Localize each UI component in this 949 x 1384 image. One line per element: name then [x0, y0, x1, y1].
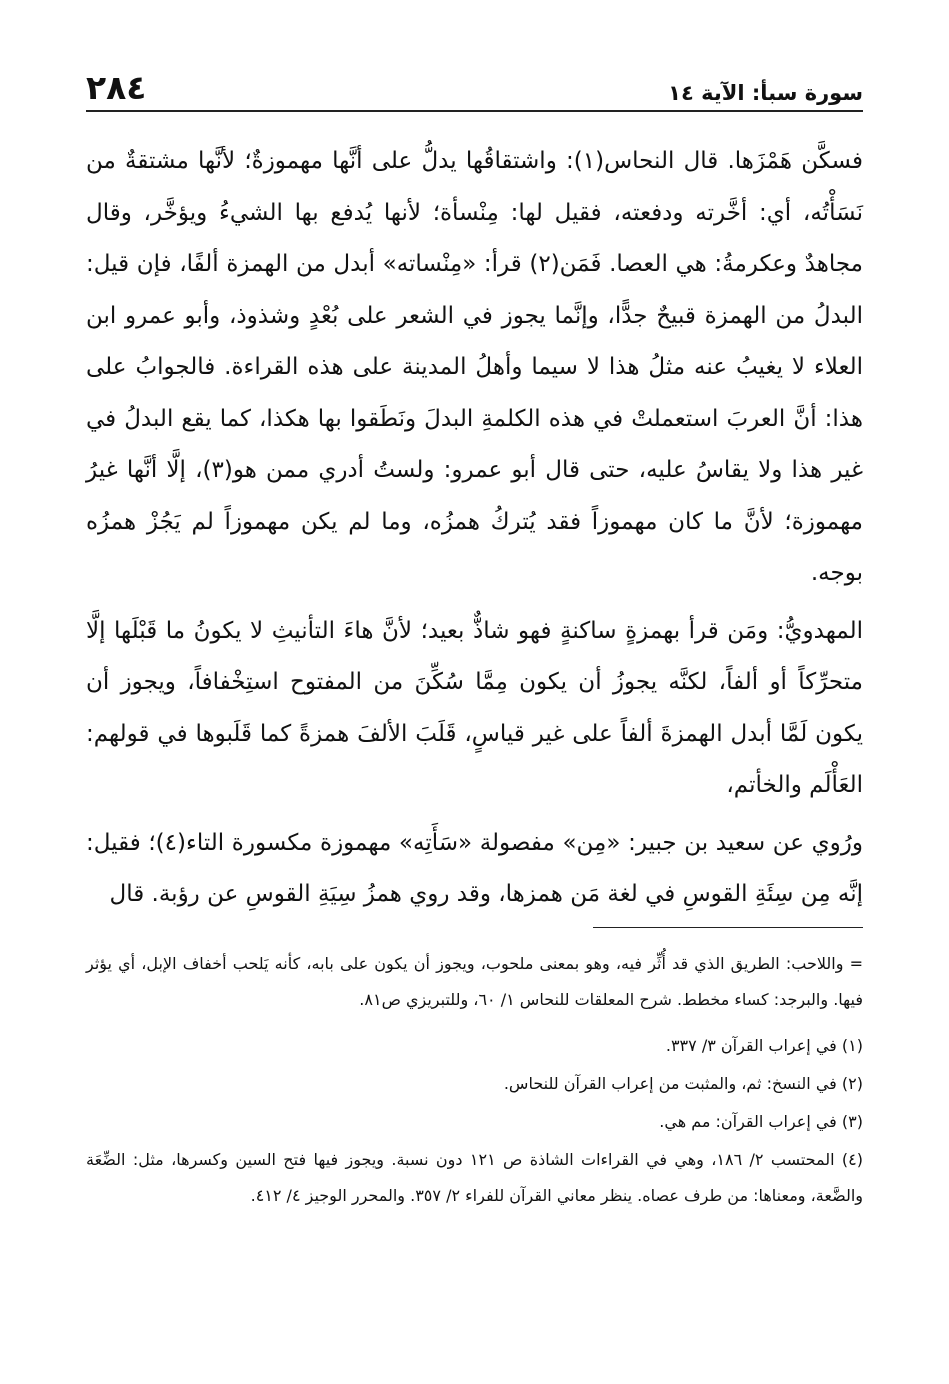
footnote-4: (٤) المحتسب ٢/ ١٨٦، وهي في القراءات الشاذة ص ١٢١ دون نسبة. ويجوز فيها فتح السين وكسرها، مثل: الضِّعَة والضَّعة، ومعناها: من طرف عصاه. ينظر معاني القرآن للفراء ٢/ ٣٥٧. والمحرر الوجيز ٤/ ٤١٢.: [86, 1149, 863, 1205]
paragraph: المهدويُّ: ومَن قرأ بهمزةٍ ساكنةٍ فهو شاذٌّ بعيد؛ لأنَّ هاءَ التأنيثِ لا يكونُ ما قَبْلَها إلَّا متحرِّكاً أو ألفاً، لكنَّه يجوزُ أن يكون مِمَّا سُكِّنَ من المفتوح استِخْفافاً، ويجوز أن يكون لَمَّا أبدل الهمزةَ ألفاً على غير قياسٍ، قَلَبَ الألفَ همزةً كما قَلَبوها في قولهم: العَأْلَم والخأتم،: [86, 617, 863, 798]
footnote-2: (٢) في النسخ: ثم، والمثبت من إعراب القرآن للنحاس.: [503, 1073, 863, 1093]
header-rule: [86, 110, 863, 112]
footnote-separator: [593, 927, 863, 928]
main-text: [86, 136, 863, 921]
running-title: سورة سبأ: الآية ١٤: [668, 81, 863, 105]
page-header: [86, 62, 863, 110]
page-number: ٢٨٤: [86, 68, 147, 107]
footnotes: [86, 946, 863, 1214]
footnote-3: (٣) في إعراب القرآن: مم هي.: [659, 1111, 863, 1131]
paragraph: ورُوي عن سعيد بن جبير: «مِن» مفصولة «سَأَتِه» مهموزة مكسورة التاء(٤)؛ فقيل: إنَّه مِن سِئَةِ القوسِ في لغة مَن همزها، وقد روي همزُ سِيَةِ القوسِ عن رؤبة. قال: [86, 829, 863, 907]
footnote-continuation: = واللاحب: الطريق الذي قد أُثِّر فيه، وهو بمعنى ملحوب، ويجوز أن يكون على بابه، كأنه يَلحب أخفاف الإبل، أي يؤثر فيها. والبرجد: كساء مخطط. شرح المعلقات للنحاس ١/ ٦٠، وللتبريزي ص٨١.: [86, 953, 863, 1009]
footnote-1: (١) في إعراب القرآن ٣/ ٣٣٧.: [665, 1035, 863, 1055]
paragraph: فسكَّن هَمْزَها. قال النحاس(١): واشتقاقُها يدلُّ على أنَّها مهموزةٌ؛ لأنَّها مشتقةٌ من نَسَأْتُه، أي: أخَّرته ودفعته، فقيل لها: مِنْسأة؛ لأنها يُدفع بها الشيءُ ويؤخَّر، وقال مجاهدٌ وعكرمةُ: هي العصا. فَمَن(٢) قرأ: «مِنْساته» أبدل من الهمزة ألفًا، فإن قيل: البدلُ من الهمزة قبيحٌ جدًّا، وإنَّما يجوز في الشعر على بُعْدٍ وشذوذ، وأبو عمرو ابن العلاء لا يغيبُ عنه مثلُ هذا لا سيما وأهلُ المدينة على هذه القراءة. فالجوابُ على هذا: أنَّ العربَ استعملتْ في هذه الكلمةِ البدلَ ونَطَقوا بها هكذا، كما يقع البدلُ في غير هذا ولا يقاسُ عليه، حتى قال أبو عمرو: ولستُ أدري ممن هو(٣)، إلَّا أنَّها غيرُ مهموزة؛ لأنَّ ما كان مهموزاً فقد يُتركُ همزُه، وما لم يكن مهموزاً لم يَجُزْ همزُه بوجه.: [86, 148, 863, 586]
